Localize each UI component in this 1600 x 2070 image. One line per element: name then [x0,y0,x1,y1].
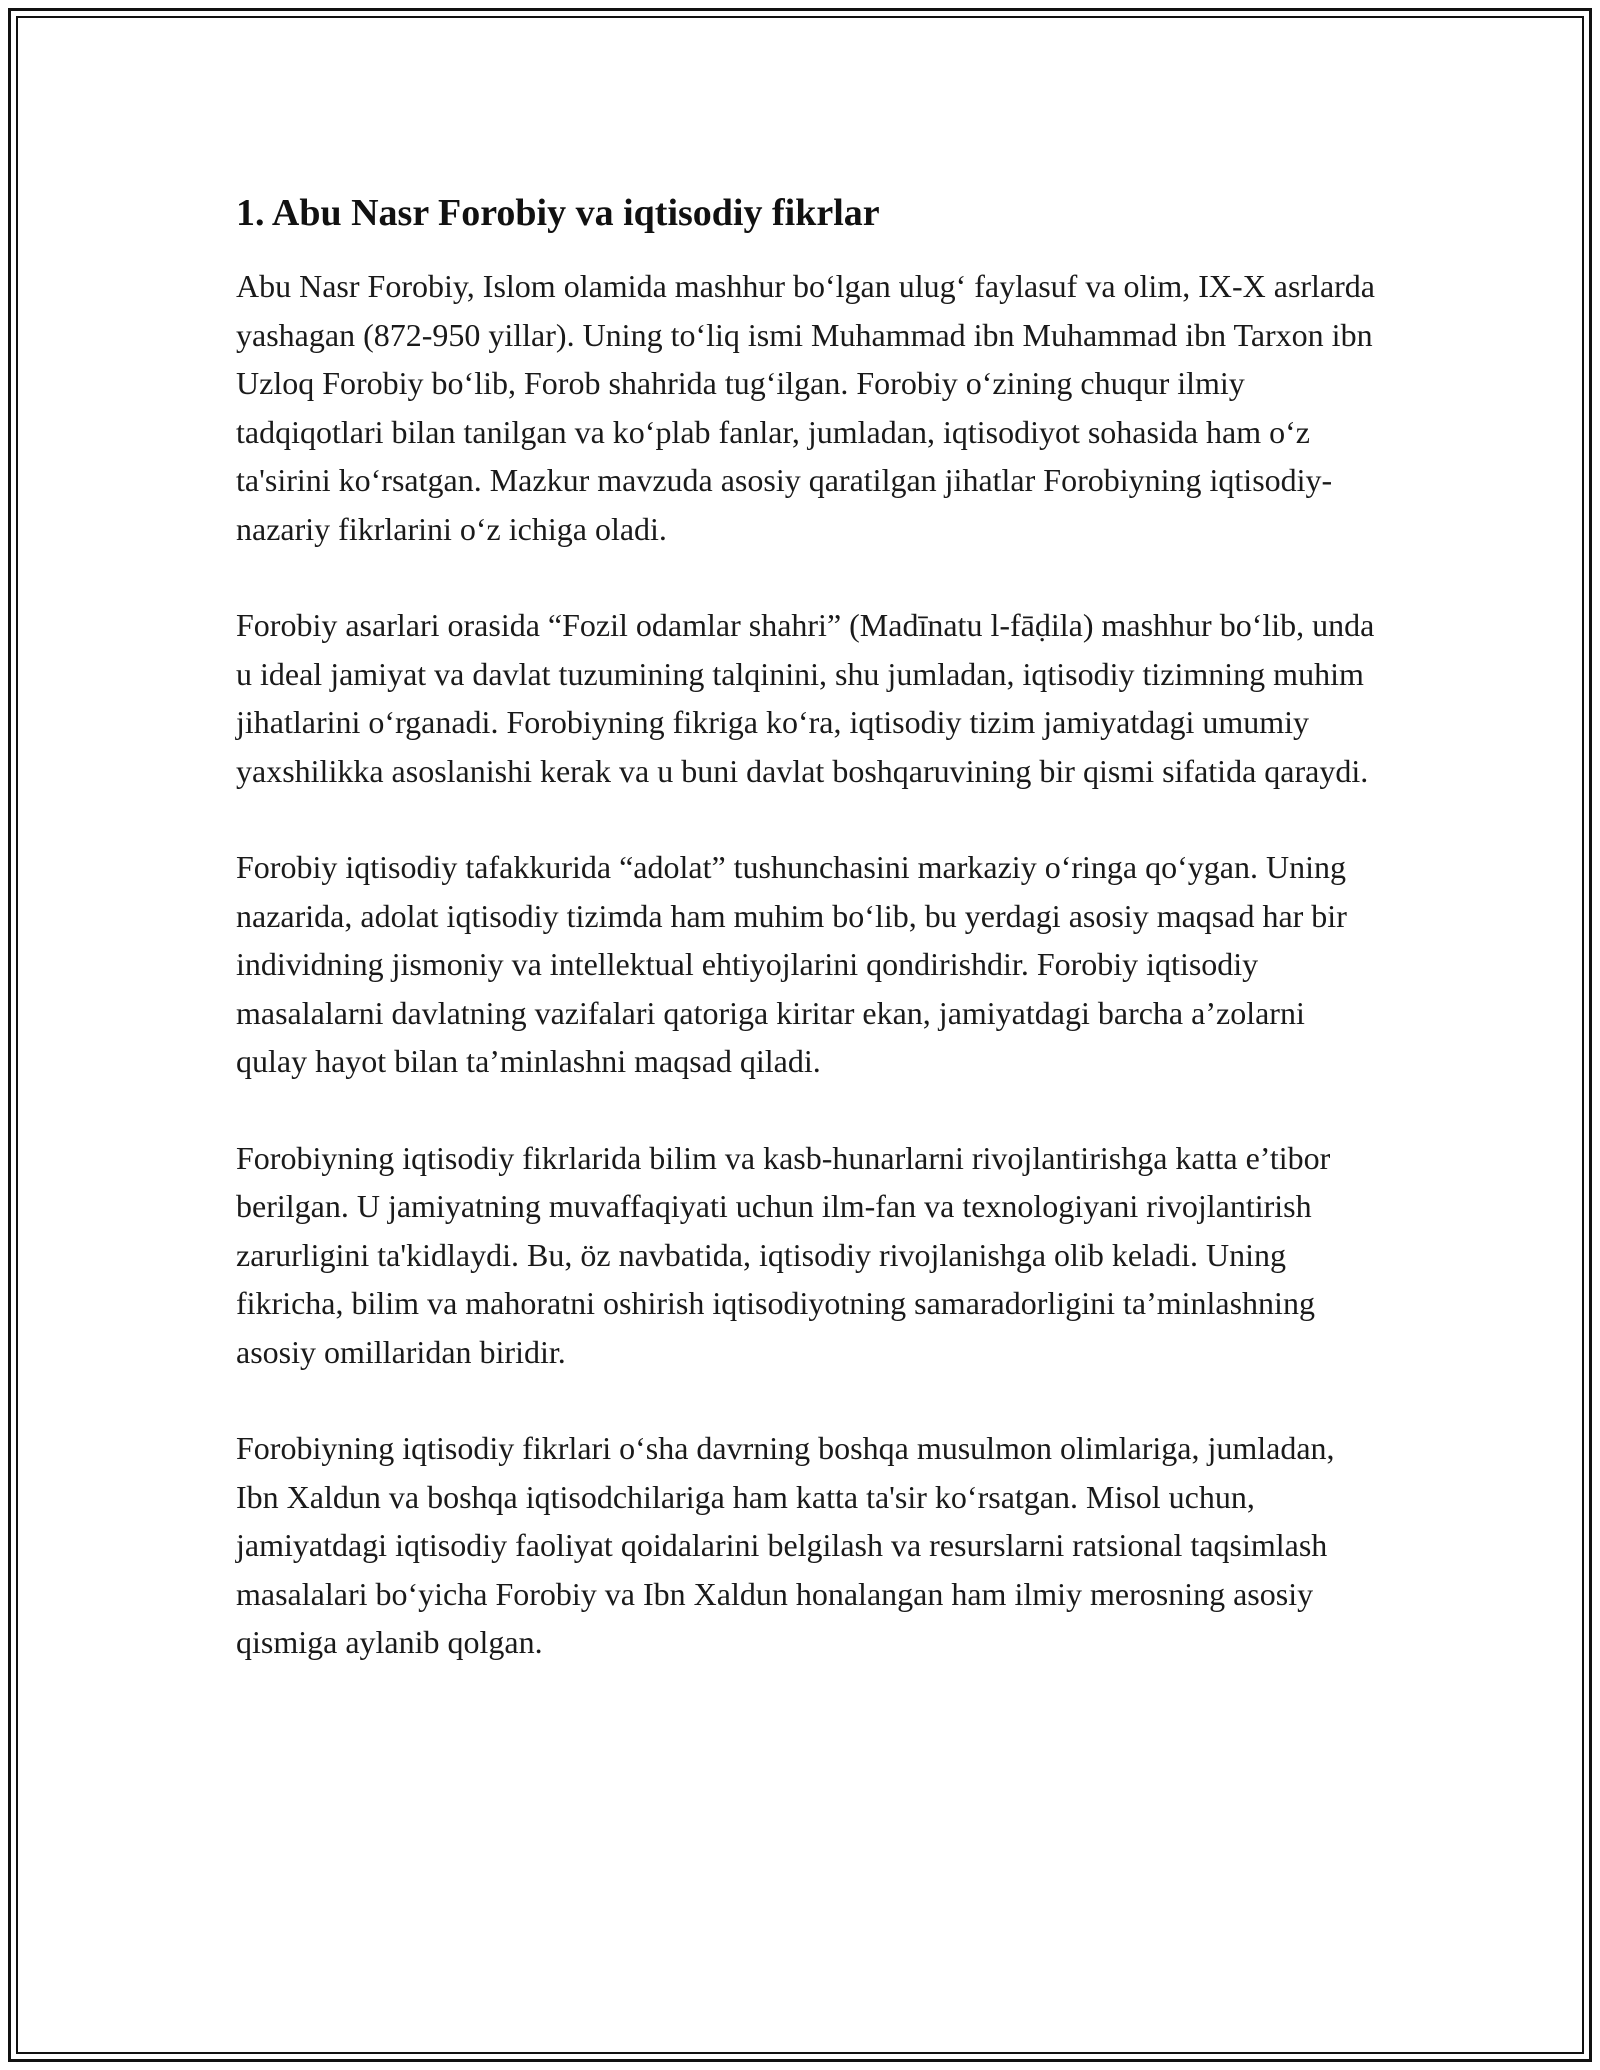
section-heading: 1. Abu Nasr Forobiy va iqtisodiy fikrlar [236,192,880,234]
paragraph-5: Forobiyning iqtisodiy fikrlari o‘sha davrning boshqa musulmon olimlariga, jumladan, Ibn Xaldun va boshqa iqtisodchilariga ham katta ta'sir ko‘rsatgan. Misol uchun, jamiyatdagi iqtisodiy faoliyat qoidalarini belgilash va resurslarni ratsional taqsimlash masalalari bo‘yicha Forobiy va Ibn Xaldun honalangan ham ilmiy merosning asosiy qismiga aylanib qolgan. [236,1430,1335,1660]
document-body [236,186,1376,1715]
paragraph-1: Abu Nasr Forobiy, Islom olamida mashhur bo‘lgan ulug‘ faylasuf va olim, IX-X asrlarda yashagan (872-950 yillar). Uning to‘liq ismi Muhammad ibn Muhammad ibn Tarxon ibn Uzloq Forobiy bo‘lib, Forob shahrida tug‘ilgan. Forobiy o‘zining chuqur ilmiy tadqiqotlari bilan tanilgan va ko‘plab fanlar, jumladan, iqtisodiyot sohasida ham o‘z ta'sirini ko‘rsatgan. Mazkur mavzuda asosiy qaratilgan jihatlar Forobiyning iqtisodiy-nazariy fikrlarini o‘z ichiga oladi. [236,268,1375,547]
paragraph-3: Forobiy iqtisodiy tafakkurida “adolat” tushunchasini markaziy o‘ringa qo‘ygan. Uning nazarida, adolat iqtisodiy tizimda ham muhim bo‘lib, bu yerdagi asosiy maqsad har bir individning jismoniy va intellektual ehtiyojlarini qondirishdir. Forobiy iqtisodiy masalalarni davlatning vazifalari qatoriga kiritar ekan, jamiyatdagi barcha a’zolarni qulay hayot bilan ta’minlashni maqsad qiladi. [236,849,1347,1079]
paragraph-4: Forobiyning iqtisodiy fikrlarida bilim va kasb-hunarlarni rivojlantirishga katta e’tibor berilgan. U jamiyatning muvaffaqiyati uchun ilm-fan va texnologiyani rivojlantirish zarurligini ta'kidlaydi. Bu, öz navbatida, iqtisodiy rivojlanishga olib keladi. Uning fikricha, bilim va mahoratni oshirish iqtisodiyotning samaradorligini ta’minlashning asosiy omillaridan biridir. [236,1139,1331,1370]
paragraph-2: Forobiy asarlari orasida “Fozil odamlar shahri” (Madīnatu l-fāḍila) mashhur bo‘lib, unda u ideal jamiyat va davlat tuzumining talqinini, shu jumladan, iqtisodiy tizimning muhim jihatlarini o‘rganadi. Forobiyning fikriga ko‘ra, iqtisodiy tizim jamiyatdagi umumiy yaxshilikka asoslanishi kerak va u buni davlat boshqaruvining bir qismi sifatida qaraydi. [236,607,1375,789]
